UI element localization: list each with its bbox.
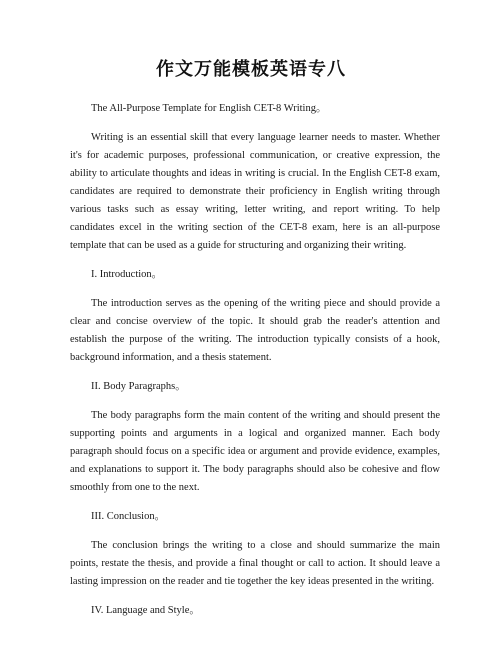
intro-paragraph: Writing is an essential skill that every language learner needs to master. Whether it's for academic purposes, professional communication, or creative expression, the ability to articulate thoughts and ideas in writing is crucial. In the English CET-8 exam, candidates are required to demonstrate their proficiency in English writing through various tasks such as essay writing, letter writing, and report writing. To help candidates excel in the writing section of the CET-8 exam, here is an all-purpose template that can be used as a guide for structuring and organizing their writing. [70, 132, 440, 251]
section-heading-introduction: I. Introduction。 [91, 269, 163, 280]
section-body-introduction: The introduction serves as the opening of the writing piece and should provide a clear and concise overview of the topic. It should grab the reader's attention and establish the purpose of the writing. The introduction typically consists of a hook, background information, and a thesis statement. [70, 298, 440, 363]
document-subtitle: The All-Purpose Template for English CET-8 Writing。 [91, 103, 327, 114]
section-body-body-paragraphs: The body paragraphs form the main content of the writing and should present the supporting points and arguments in a logical and organized manner. Each body paragraph should focus on a specific idea or argument and provide evidence, examples, and explanations to support it. The body paragraphs should also be cohesive and flow smoothly from one to the next. [70, 410, 440, 493]
document-title: 作文万能模板英语专八 [156, 59, 346, 80]
section-heading-body-paragraphs: II. Body Paragraphs。 [91, 381, 186, 392]
section-heading-conclusion: III. Conclusion。 [91, 511, 166, 522]
document-body [70, 100, 440, 631]
section-body-conclusion: The conclusion brings the writing to a close and should summarize the main points, restate the thesis, and provide a final thought or call to action. It should leave a lasting impression on the reader and tie together the key ideas presented in the writing. [70, 540, 440, 587]
section-heading-language-style: IV. Language and Style。 [91, 605, 200, 616]
